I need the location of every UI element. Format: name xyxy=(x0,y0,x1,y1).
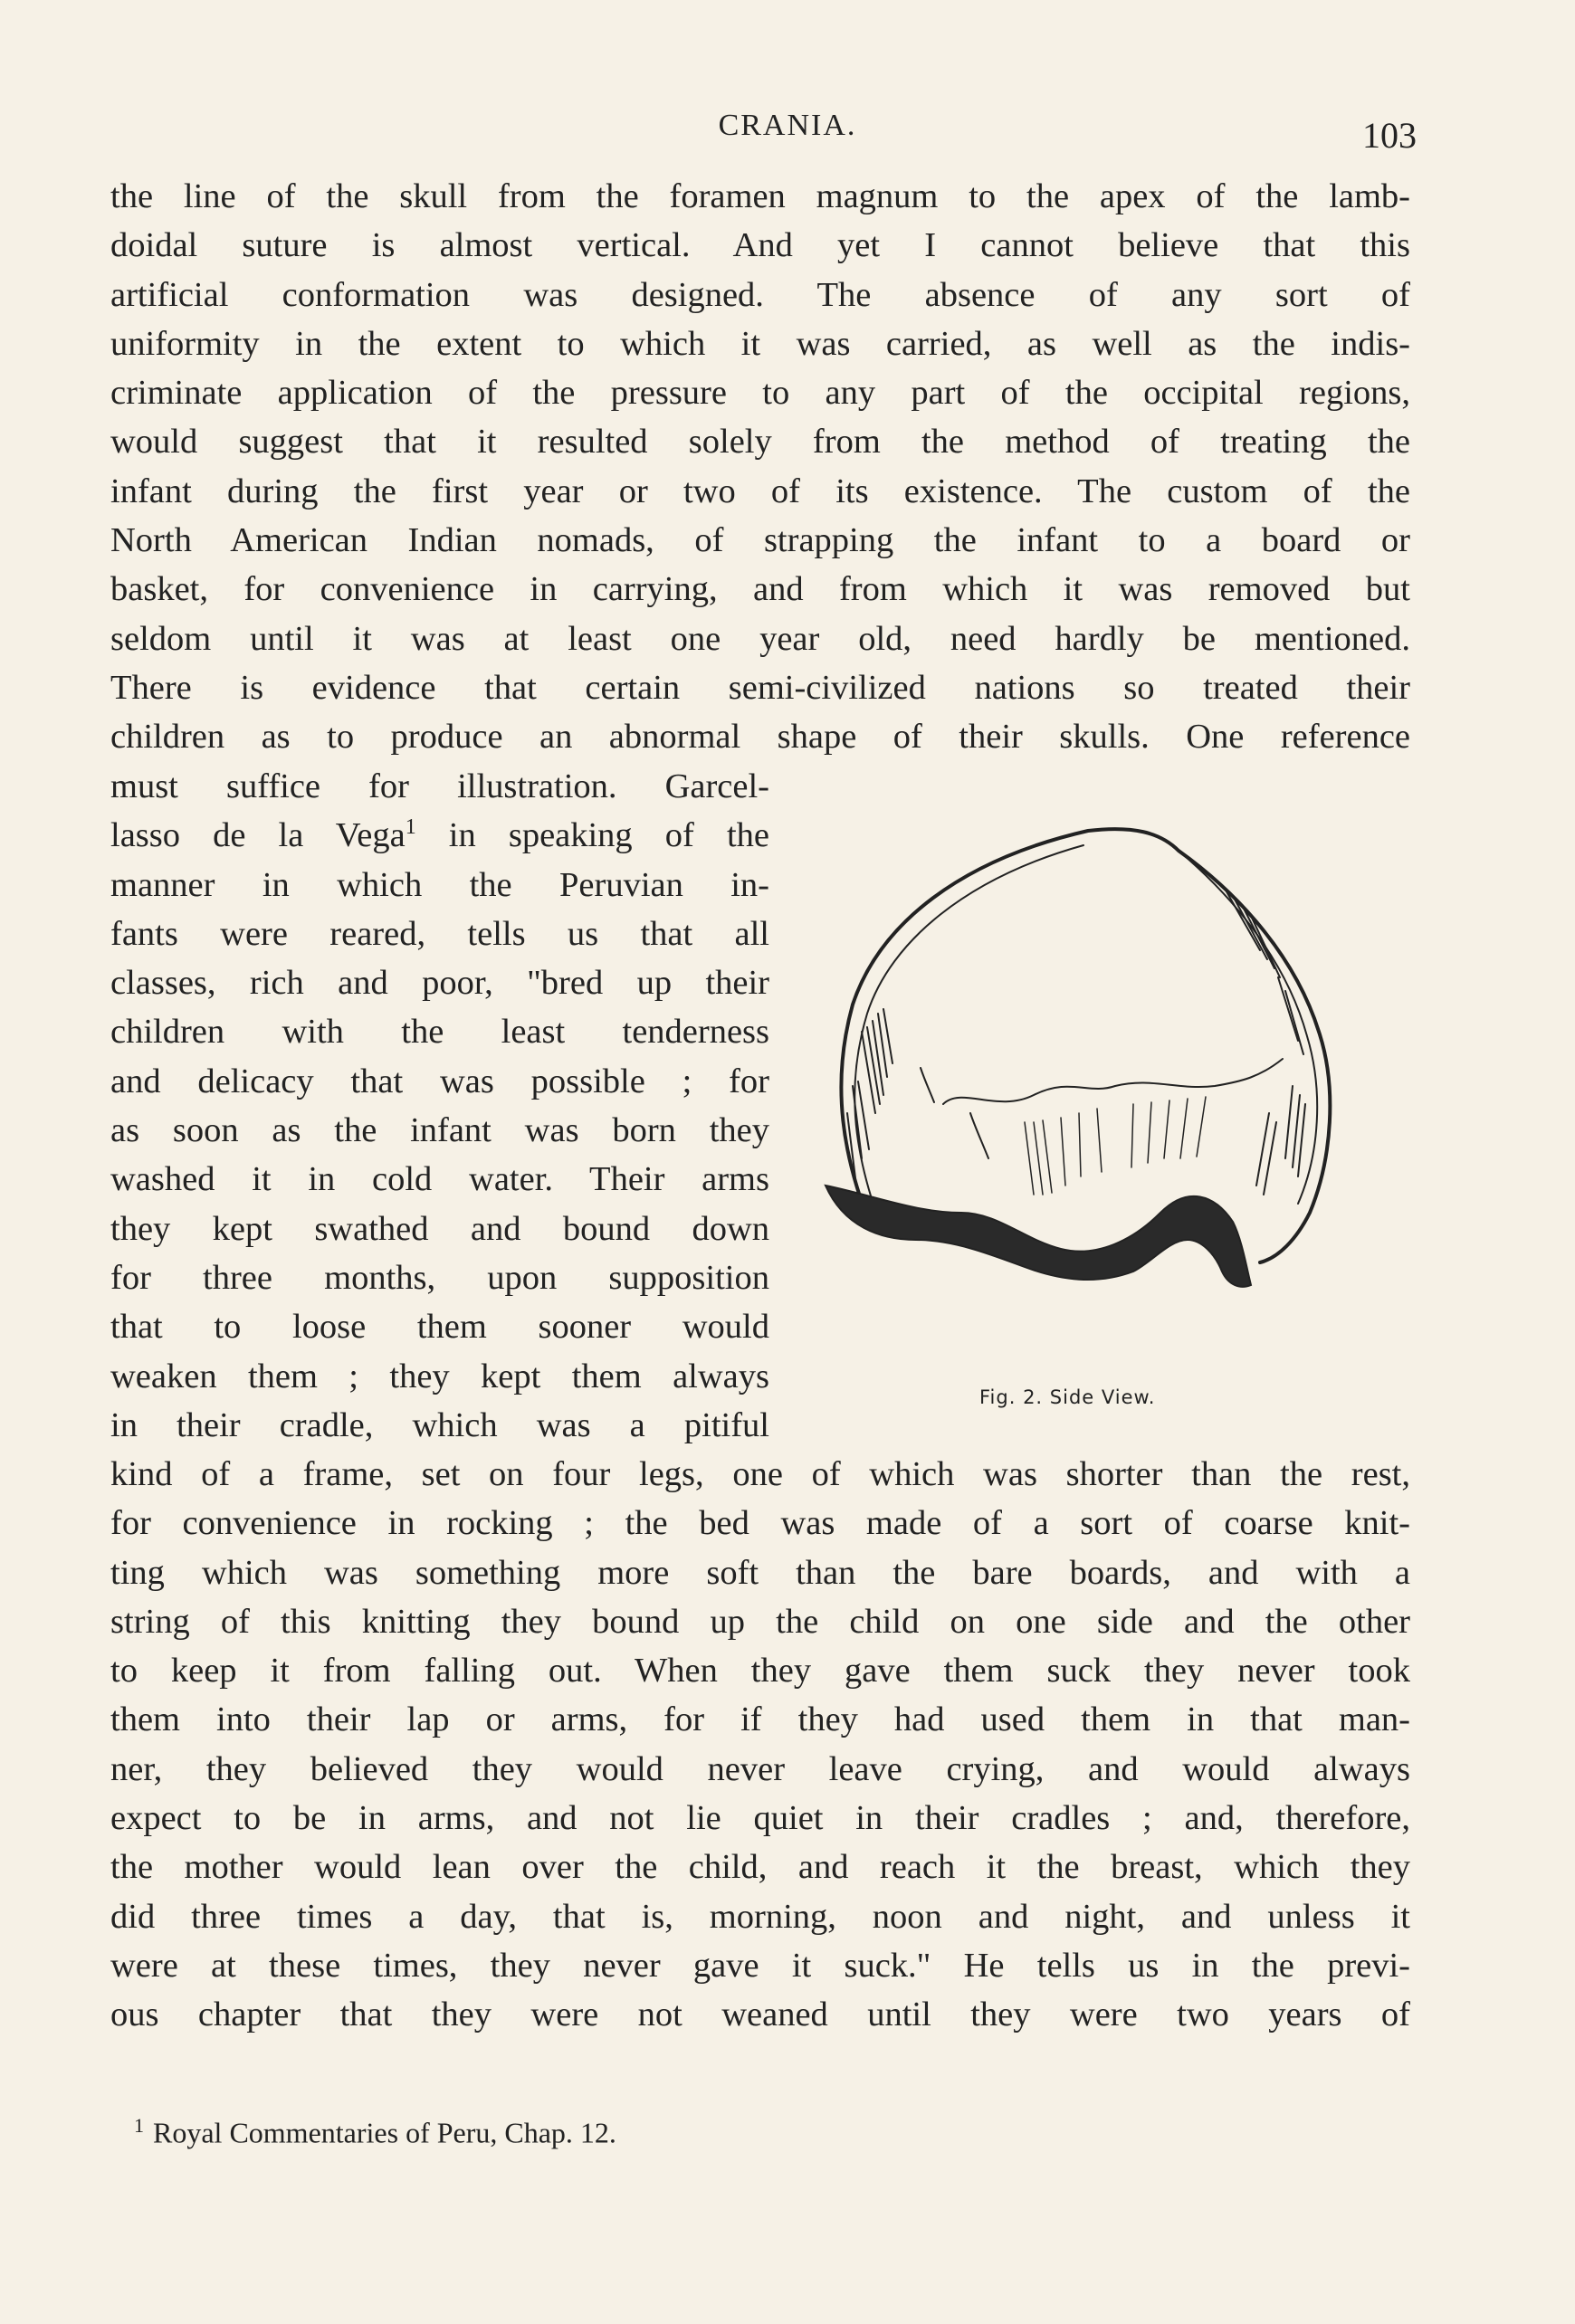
text-line: them into their lap or arms, for if they had used them in that man- xyxy=(110,1700,1410,1739)
text-line: seldom until it was at least one year old, need hardly be mentioned. xyxy=(110,619,1410,658)
vega-tail: in speaking of the xyxy=(415,816,769,855)
text-line: to keep it from falling out. When they gave them suck they never took xyxy=(110,1652,1410,1691)
text-line: expect to be in arms, and not lie quiet in their cradles ; and, therefore, xyxy=(110,1799,1410,1838)
text-line: manner in which the Peruvian in- xyxy=(110,865,769,904)
running-head: CRANIA. xyxy=(718,109,857,142)
text-line: There is evidence that certain semi-civilized nations so treated their xyxy=(110,668,1410,707)
footnote-reference[interactable]: 1 xyxy=(405,815,416,840)
vega-text: lasso de la Vega xyxy=(110,816,406,855)
text-line: ner, they believed they would never leave crying, and would always xyxy=(110,1749,1410,1788)
text-line: and delicacy that was possible ; for xyxy=(110,1062,769,1100)
text-line: must suffice for illustration. Garcel- xyxy=(110,767,769,805)
text-line-vega xyxy=(110,811,769,860)
text-line: washed it in cold water. Their arms xyxy=(110,1160,769,1199)
text-line: basket, for convenience in carrying, and from which it was removed but xyxy=(110,570,1410,609)
text-line: North American Indian nomads, of strapping the infant to a board or xyxy=(110,521,1410,560)
text-line: string of this knitting they bound up the child on one side and the other xyxy=(110,1602,1410,1641)
footnote xyxy=(134,2114,616,2150)
skull-figure xyxy=(789,814,1405,1394)
skull-side-view-icon xyxy=(789,814,1405,1357)
body-text-lower xyxy=(110,1450,1410,2040)
text-line: criminate application of the pressure to any part of the occipital regions, xyxy=(110,374,1410,413)
figure-caption: Fig. 2. Side View. xyxy=(979,1386,1156,1408)
text-line: ting which was something more soft than the bare boards, and with a xyxy=(110,1553,1410,1592)
text-line: that to loose them sooner would xyxy=(110,1308,769,1347)
text-line: infant during the first year or two of its existence. The custom of the xyxy=(110,471,1410,510)
text-line: children with the least tenderness xyxy=(110,1013,769,1052)
text-line: they kept swathed and bound down xyxy=(110,1209,769,1248)
text-line: ous chapter that they were not weaned until they were two years of xyxy=(110,1995,1410,2034)
text-line: the line of the skull from the foramen magnum to the apex of the lamb- xyxy=(110,177,1410,215)
text-line: as soon as the infant was born they xyxy=(110,1111,769,1150)
text-line: children as to produce an abnormal shape of their skulls. One reference xyxy=(110,718,1410,757)
text-line: fants were reared, tells us that all xyxy=(110,914,769,953)
text-line: artificial conformation was designed. The absence of any sort of xyxy=(110,275,1410,314)
text-line: were at these times, they never gave it suck." He tells us in the previ- xyxy=(110,1946,1410,1985)
text-line: weaken them ; they kept them always xyxy=(110,1357,769,1395)
text-line: the mother would lean over the child, and reach it the breast, which they xyxy=(110,1848,1410,1887)
text-line: doidal suture is almost vertical. And yet I cannot believe that this xyxy=(110,226,1410,265)
page-number: 103 xyxy=(1362,115,1417,156)
text-line: for convenience in rocking ; the bed was made of a sort of coarse knit- xyxy=(110,1504,1410,1543)
text-line: uniformity in the extent to which it was carried, as well as the indis- xyxy=(110,324,1410,363)
footnote-text: Royal Commentaries of Peru, Chap. 12. xyxy=(153,2116,616,2149)
text-line: would suggest that it resulted solely from the method of treating the xyxy=(110,423,1410,462)
text-line: did three times a day, that is, morning, noon and night, and unless it xyxy=(110,1897,1410,1936)
text-line: in their cradle, which was a pitiful xyxy=(110,1405,769,1444)
text-line: kind of a frame, set on four legs, one of which was shorter than the rest, xyxy=(110,1455,1410,1493)
body-text-upper xyxy=(110,172,1410,762)
footnote-marker: 1 xyxy=(134,2114,144,2137)
text-line: classes, rich and poor, "bred up their xyxy=(110,964,769,1003)
text-line: for three months, upon supposition xyxy=(110,1258,769,1297)
